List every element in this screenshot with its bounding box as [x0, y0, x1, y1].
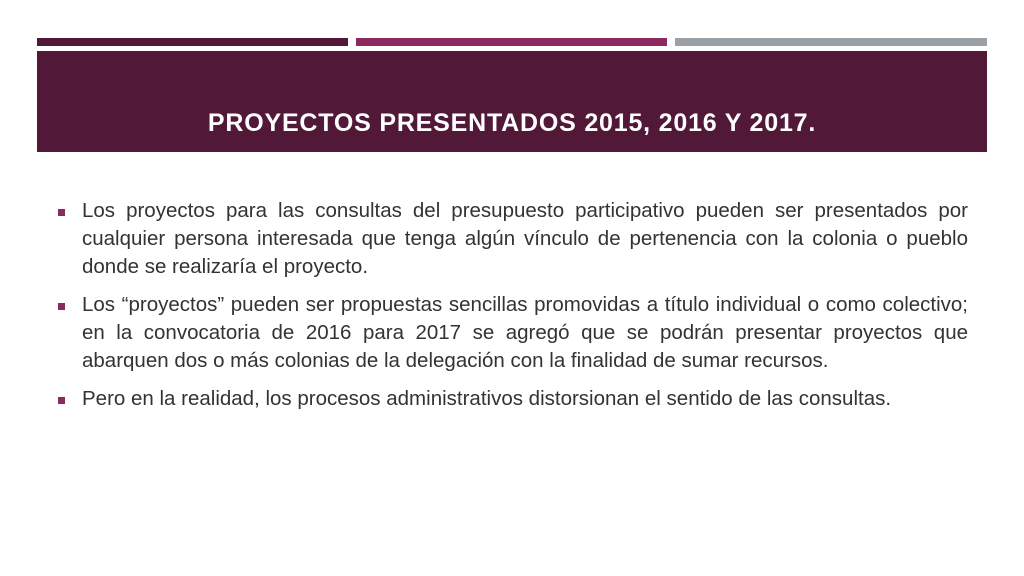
- accent-stripe-dark: [37, 38, 348, 46]
- slide-title: PROYECTOS PRESENTADOS 2015, 2016 Y 2017.: [207, 109, 817, 137]
- bullet-item: [57, 291, 968, 375]
- bullet-item: [57, 385, 968, 413]
- bullet-square-icon: [58, 303, 65, 310]
- title-bar: [37, 51, 987, 152]
- bullet-text: Pero en la realidad, los procesos administrativos distorsionan el sentido de las consultas.: [82, 387, 892, 410]
- bullet-text: Los proyectos para las consultas del presupuesto participativo pueden ser presentados por cualquier persona interesada que tenga algún vínculo de pertenencia con la colonia o pueblo donde se realizaría el proyecto.: [82, 199, 968, 278]
- accent-stripes: [37, 38, 987, 46]
- bullet-list: [57, 197, 968, 423]
- accent-stripe-gray: [675, 38, 987, 46]
- accent-stripe-magenta: [356, 38, 667, 46]
- bullet-square-icon: [58, 209, 65, 216]
- bullet-text: Los “proyectos” pueden ser propuestas sencillas promovidas a título individual o como colectivo; en la convocatoria de 2016 para 2017 se agregó que se podrán presentar proyectos que abarquen dos o más colonias de la delegación con la finalidad de sumar recursos.: [82, 293, 968, 372]
- bullet-square-icon: [58, 397, 65, 404]
- bullet-item: [57, 197, 968, 281]
